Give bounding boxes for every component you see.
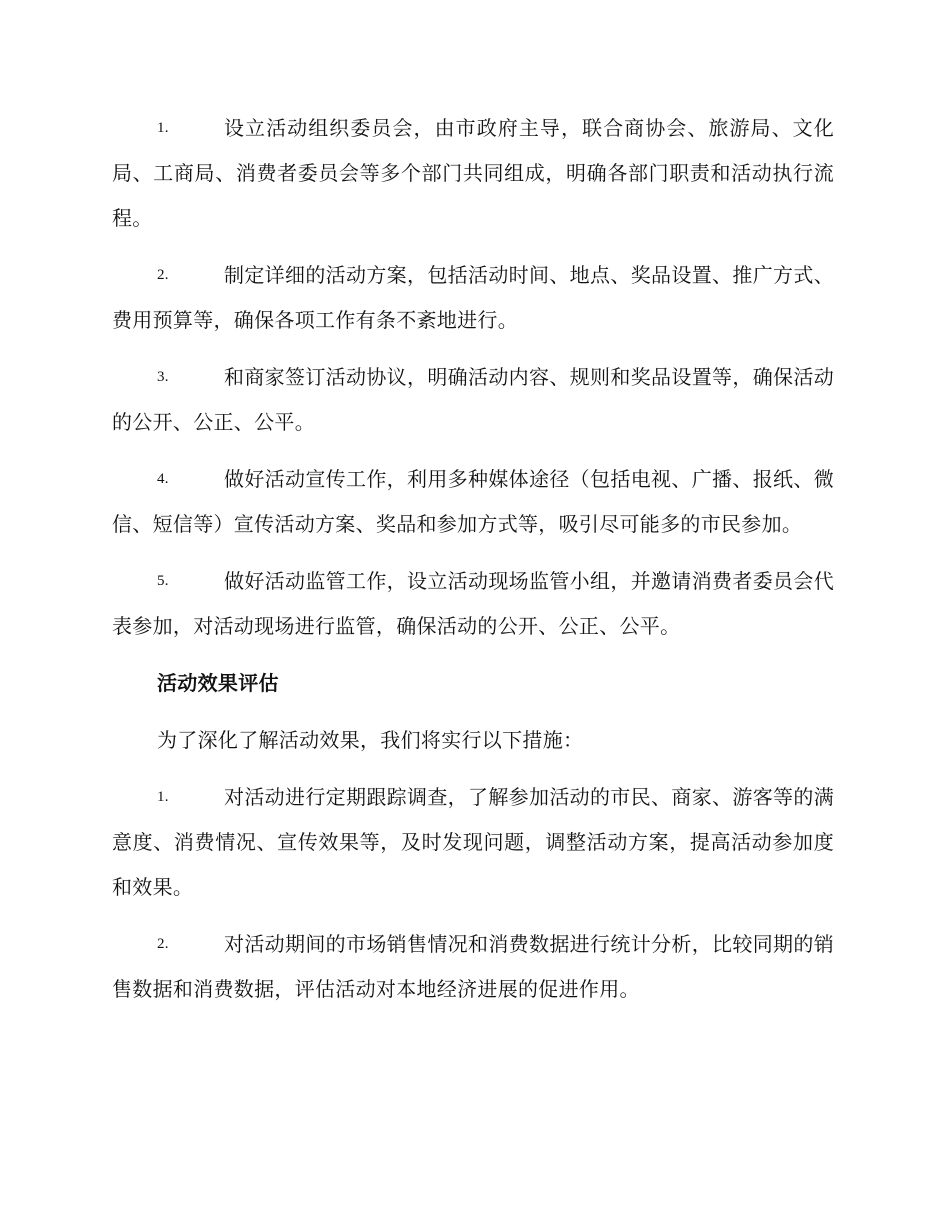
list-item bbox=[112, 355, 834, 445]
list-item bbox=[112, 775, 834, 910]
list-item-number: 4. bbox=[157, 471, 169, 487]
list-item-number: 1. bbox=[157, 789, 169, 805]
intro-paragraph: 为了深化了解活动效果，我们将实行以下措施： bbox=[157, 728, 584, 752]
list-item-text: 对活动期间的市场销售情况和消费数据进行统计分析，比较同期的销售数据和消费数据，评估活动对本地经济进展的促进作用。 bbox=[112, 932, 834, 1001]
list-item bbox=[112, 922, 834, 1012]
list-item-text: 做好活动宣传工作，利用多种媒体途径（包括电视、广播、报纸、微信、短信等）宣传活动方案、奖品和参加方式等，吸引尽可能多的市民参加。 bbox=[112, 467, 834, 536]
list-item-text: 设立活动组织委员会，由市政府主导，联合商协会、旅游局、文化局、工商局、消费者委员会等多个部门共同组成，明确各部门职责和活动执行流程。 bbox=[112, 116, 834, 230]
list-item-text: 制定详细的活动方案，包括活动时间、地点、奖品设置、推广方式、费用预算等，确保各项工作有条不紊地进行。 bbox=[112, 263, 834, 332]
list-item bbox=[112, 106, 834, 241]
list-item-number: 5. bbox=[157, 573, 169, 589]
list-item bbox=[112, 457, 834, 547]
list-item-text: 对活动进行定期跟踪调查，了解参加活动的市民、商家、游客等的满意度、消费情况、宣传效果等，及时发现问题，调整活动方案，提高活动参加度和效果。 bbox=[112, 785, 834, 899]
list-item bbox=[112, 559, 834, 649]
list-item-text: 做好活动监管工作，设立活动现场监管小组，并邀请消费者委员会代表参加，对活动现场进行监管，确保活动的公开、公正、公平。 bbox=[112, 569, 834, 638]
list-item-text: 和商家签订活动协议，明确活动内容、规则和奖品设置等，确保活动的公开、公正、公平。 bbox=[112, 365, 834, 434]
list-item-number: 3. bbox=[157, 369, 169, 385]
list-item bbox=[112, 253, 834, 343]
document-content bbox=[112, 106, 834, 1024]
list-item-number: 1. bbox=[157, 120, 169, 136]
list-item-number: 2. bbox=[157, 267, 169, 283]
list-item-number: 2. bbox=[157, 936, 169, 952]
section-heading: 活动效果评估 bbox=[157, 671, 279, 695]
